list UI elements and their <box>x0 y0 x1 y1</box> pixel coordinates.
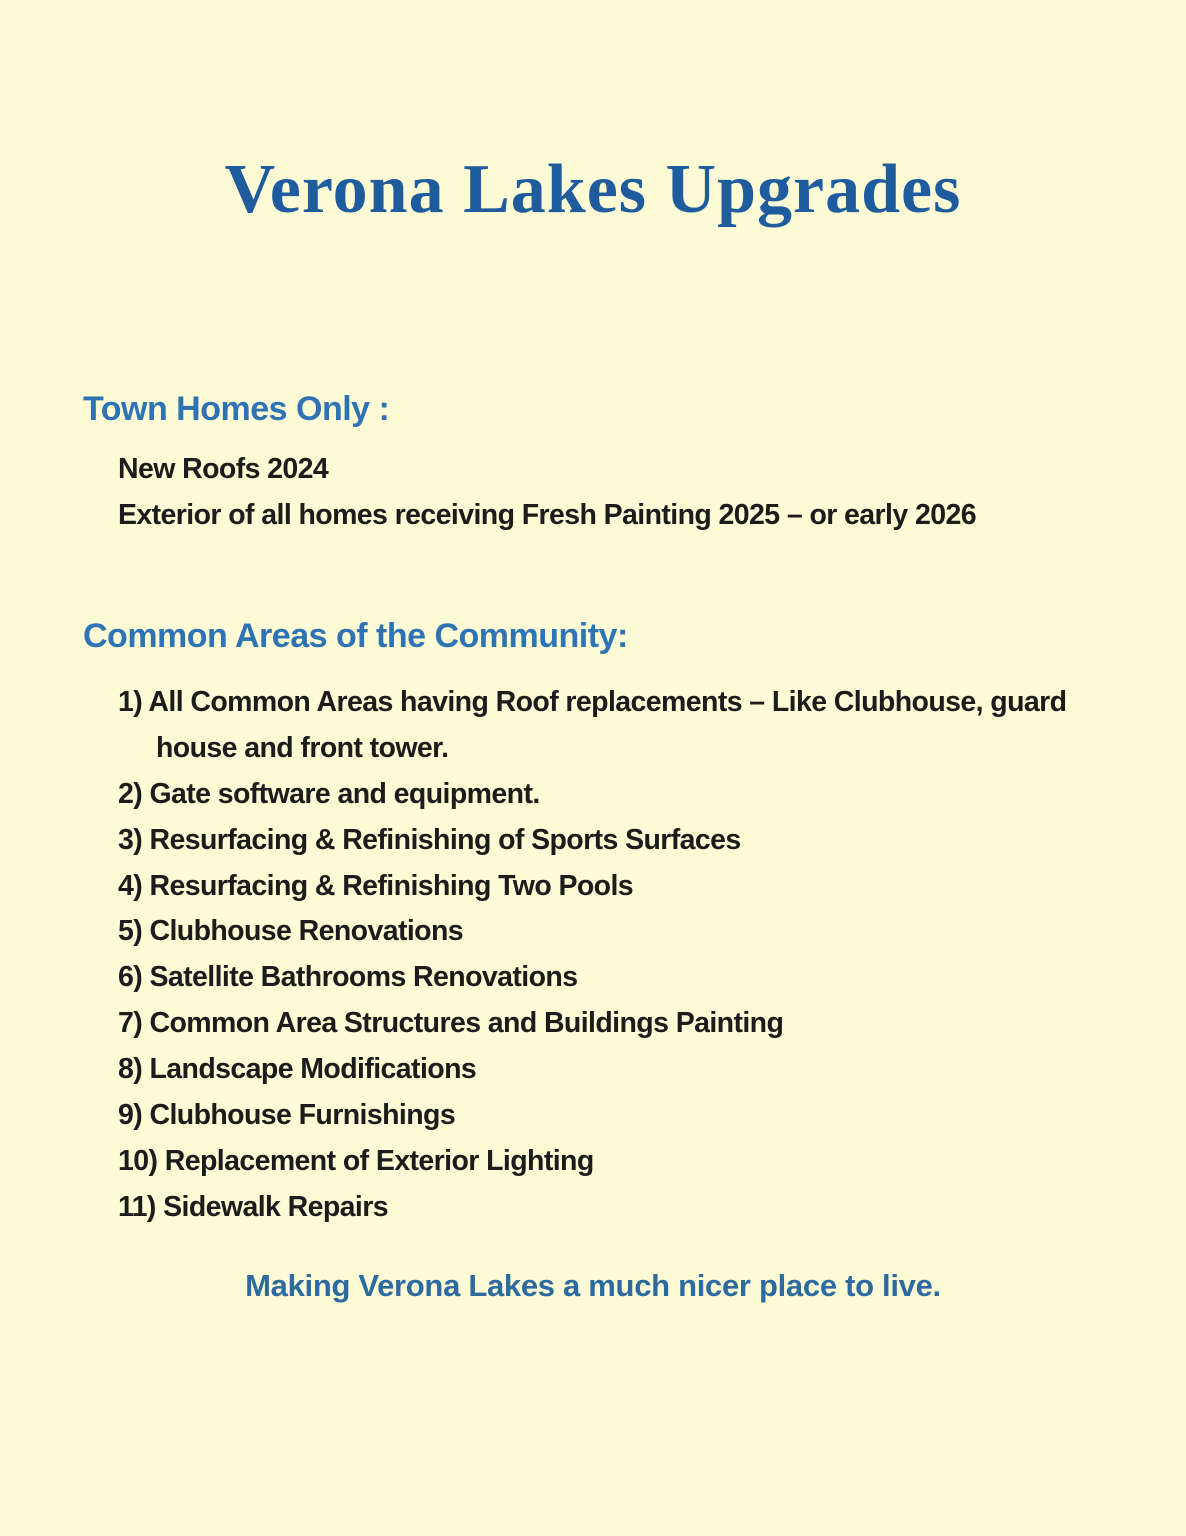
list-item: 7) Common Area Structures and Buildings Painting <box>118 1007 784 1040</box>
list-item: 3) Resurfacing & Refinishing of Sports Surfaces <box>118 823 741 856</box>
section-heading-town-homes: Town Homes Only : <box>83 390 390 428</box>
section-heading-common-areas: Common Areas of the Community: <box>83 617 628 655</box>
list-item: 9) Clubhouse Furnishings <box>118 1099 456 1132</box>
list-item-continuation: house and front tower. <box>156 731 449 764</box>
list-item: New Roofs 2024 <box>118 453 329 485</box>
list-item: Exterior of all homes receiving Fresh Painting 2025 – or early 2026 <box>118 498 976 531</box>
town-homes-list <box>118 447 1128 539</box>
list-item: 2) Gate software and equipment. <box>118 777 540 810</box>
list-item: 6) Satellite Bathrooms Renovations <box>118 961 578 994</box>
list-item: 5) Clubhouse Renovations <box>118 915 464 948</box>
page-title: Verona Lakes Upgrades <box>224 151 962 228</box>
list-item: 10) Replacement of Exterior Lighting <box>118 1144 594 1177</box>
common-areas-list <box>118 680 1128 1231</box>
list-item: 4) Resurfacing & Refinishing Two Pools <box>118 869 634 902</box>
list-item: 1) All Common Areas having Roof replacements – Like Clubhouse, guard <box>118 686 1067 718</box>
list-item: 11) Sidewalk Repairs <box>118 1190 388 1223</box>
list-item: 8) Landscape Modifications <box>118 1053 477 1086</box>
footer-tagline: Making Verona Lakes a much nicer place to live. <box>245 1268 941 1303</box>
